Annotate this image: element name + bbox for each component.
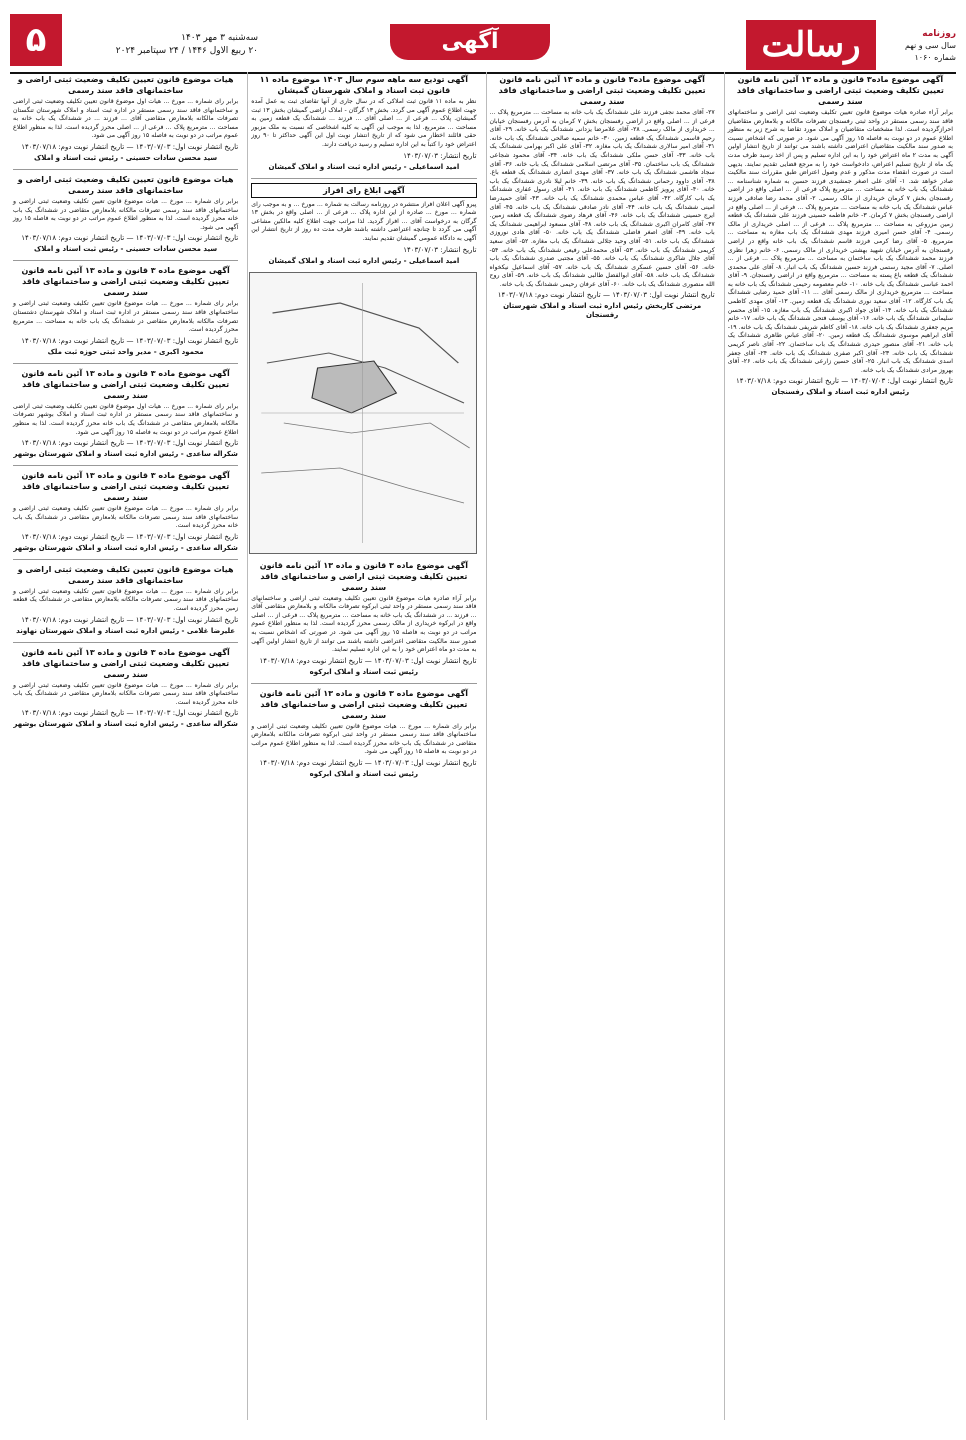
notice-body: برابر رای شماره ... مورخ ... هیات موضوع قانون تعیین تکلیف وضعیت ثبتی اراضی و ساختمانهای فاقد سند رسمی تصرفات مالکانه بلامعارض متقاضی در ششدانگ یک باب خانه محرز گردیده است. لذا به منظور اطلاع عموم مراتب در دو نوبت به فاصله ۱۵ روز آگهی می شود. — [13, 197, 239, 231]
notice-title: هیات موضوع قانون تعیین تکلیف وضعیت ثبتی اراضی و ساختمانهای فاقد سند رسمی — [17, 564, 234, 585]
columns — [10, 72, 956, 1420]
divider — [13, 559, 238, 560]
notice-title: آگهی موضوع ماده ۳ قانون و ماده ۱۳ آئین نامه قانون تعیین تکلیف وضعیت ثبتی اراضی و ساختمانهای فاقد سند رسمی — [259, 688, 468, 720]
notice-signature: رئیس ثبت اسناد و املاک ابرکوه — [309, 667, 419, 676]
notice-dates: تاریخ انتشار: ۱۴۰۳/۰۷/۰۳ — [403, 151, 477, 160]
notice-dates: تاریخ انتشار نوبت اول: ۱۴۰۳/۰۷/۰۳ — تاریخ انتشار نوبت دوم: ۱۴۰۳/۰۷/۱۸ — [497, 291, 715, 300]
issue-info — [886, 28, 956, 64]
divider — [251, 178, 476, 179]
notice-body: نظر به ماده ۱۱ قانون ثبت املاکی که در سال جاری از آنها تقاضای ثبت به عمل آمده جهت اطلاع عموم آگهی می گردد. بخش ۱۳ گرگان - املاک اراضی گمیشان بخش ۱۳ ثبت گمیشان. پلاک ... فرعی از ... اصلی آقای ... فرزند ... ششدانگ یک قطعه زمین به مساحت ... مترمربع. لذا به موجب این آگهی به کلیه اشخاصی که نسبت به ملک مزبور حقی قائلند اخطار می شود که از تاریخ انتشار نوبت اول این آگهی حداکثر تا ۹۰ روز اعتراض خود را کتباً به این اداره تسلیم و رسید دریافت دارند. — [251, 98, 477, 148]
notice-body: برابر رای شماره ... مورخ ... هیات موضوع قانون تعیین تکلیف وضعیت ثبتی اراضی و ساختمانهای فاقد سند رسمی تصرفات مالکانه بلامعارض متقاضی در ششدانگ یک قطعه زمین محرز گردیده است. — [13, 587, 239, 613]
divider — [13, 465, 238, 466]
section-title: آگهی — [390, 24, 550, 60]
date-box — [68, 32, 258, 58]
notice-dates: تاریخ انتشار نوبت اول: ۱۴۰۳/۰۷/۰۳ — تاریخ انتشار نوبت دوم: ۱۴۰۳/۰۷/۱۸ — [21, 142, 239, 151]
notice-dates: تاریخ انتشار نوبت اول: ۱۴۰۳/۰۷/۰۳ — تاریخ انتشار نوبت دوم: ۱۴۰۳/۰۷/۱۸ — [21, 439, 239, 448]
notice-title: آگهی موضوع ماده ۳ قانون و ماده ۱۳ آئین نامه قانون تعیین تکلیف وضعیت ثبتی اراضی و ساختمانهای فاقد سند رسمی — [21, 471, 230, 503]
notice-signature: شکراله ساعدی - رئیس اداره ثبت اسناد و املاک شهرستان بوشهر — [13, 720, 238, 729]
notice — [728, 74, 953, 397]
notice — [13, 564, 238, 636]
notice-title: آگهی موضوع ماده ۳ قانون و ماده ۱۳ آئین نامه قانون تعیین تکلیف وضعیت ثبتی اراضی و ساختمانهای فاقد سند رسمی — [259, 560, 468, 592]
notice-title: آگهی موضوع ماده ۳ قانون و ماده ۱۳ آئین نامه قانون تعیین تکلیف وضعیت ثبتی اراضی و ساختمانهای فاقد سند رسمی — [21, 647, 230, 679]
notice-body: برابر رای شماره ... مورخ ... هیات اول موضوع قانون تعیین تکلیف وضعیت ثبتی اراضی و ساختمانهای فاقد سند رسمی مستقر در اداره ثبت اسناد و املاک بوشهر تصرفات مالکانه بلامعارض متقاضی در ششدانگ یک باب خانه محرز گردیده است. لذا به منظور اطلاع عموم مراتب در دو نوبت به فاصله ۱۵ روز آگهی می شود. — [13, 402, 239, 436]
notice — [13, 368, 238, 459]
date-line-1: سه‌شنبه ۳ مهر ۱۴۰۳ — [181, 33, 258, 43]
notice — [251, 74, 476, 172]
divider — [13, 260, 238, 261]
divider — [13, 642, 238, 643]
notice-dates: تاریخ انتشار نوبت اول: ۱۴۰۳/۰۷/۰۳ — تاریخ انتشار نوبت دوم: ۱۴۰۳/۰۷/۱۸ — [21, 532, 239, 541]
notice-title: آگهی موضوع ماده ۳ قانون و ماده ۱۳ آئین نامه قانون تعیین تکلیف وضعیت ثبتی اراضی و ساختمانهای فاقد سند رسمی — [21, 368, 230, 400]
notice-dates: تاریخ انتشار نوبت اول: ۱۴۰۳/۰۷/۰۳ — تاریخ انتشار نوبت دوم: ۱۴۰۳/۰۷/۱۸ — [736, 377, 953, 386]
notice-dates: تاریخ انتشار نوبت اول: ۱۴۰۳/۰۷/۰۳ — تاریخ انتشار نوبت دوم: ۱۴۰۳/۰۷/۱۸ — [21, 234, 239, 243]
notice — [13, 265, 238, 356]
column-4 — [10, 72, 241, 1420]
notice-title: آگهی موضوع ماده۳ قانون و ماده ۱۳ آئین نامه قانون تعیین تکلیف وضعیت ثبتی اراضی و ساختمانهای فاقد سند رسمی — [736, 75, 944, 106]
notice-signature: امید اسماعیلی - رئیس اداره ثبت اسناد و املاک گمیشان — [268, 162, 460, 171]
cadastral-map-image — [249, 272, 476, 554]
divider — [13, 363, 238, 364]
notice-title: آگهی تودیع سه ماهه سوم سال ۱۴۰۳ موضوع ماده ۱۱ قانون ثبت اسناد و املاک شهرستان گمیشان — [259, 75, 469, 95]
notice-body: برابر رای شماره ... مورخ ... هیات موضوع قانون تعیین تکلیف وضعیت ثبتی اراضی و ساختمانهای فاقد سند رسمی تصرفات مالکانه بلامعارض متقاضی در ششدانگ یک باب خانه محرز گردیده است. — [13, 681, 239, 706]
divider — [13, 169, 238, 170]
date-line-2: ۲۰ ربیع الاول ۱۴۴۶ / ۲۴ سپتامبر ۲۰۲۴ — [115, 46, 258, 56]
notice — [490, 74, 715, 320]
notice-dates: تاریخ انتشار نوبت اول: ۱۴۰۳/۰۷/۰۳ — تاریخ انتشار نوبت دوم: ۱۴۰۳/۰۷/۱۸ — [21, 709, 239, 718]
logo: رسالت — [746, 20, 876, 70]
info-label: روزنامه — [922, 29, 956, 39]
notice-dates: تاریخ انتشار نوبت اول: ۱۴۰۳/۰۷/۰۳ — تاریخ انتشار نوبت دوم: ۱۴۰۳/۰۷/۱۸ — [259, 759, 477, 768]
notice-signature: رئیس اداره ثبت اسناد و املاک رفسنجان — [771, 388, 910, 397]
notice-dates: تاریخ انتشار نوبت اول: ۱۴۰۳/۰۷/۰۳ — تاریخ انتشار نوبت دوم: ۱۴۰۳/۰۷/۱۸ — [259, 656, 477, 665]
notice-signature: سید محسن سادات حسینی - رئیس ثبت اسناد و املاک — [34, 245, 218, 254]
notice-signature: سید محسن سادات حسینی - رئیس ثبت اسناد و املاک — [34, 153, 218, 162]
notice — [13, 174, 238, 254]
info-line-2: شماره ۱۰۶۰ — [914, 53, 956, 62]
notice-dates: تاریخ انتشار: ۱۴۰۳/۰۷/۰۳ — [403, 245, 477, 254]
notice — [13, 470, 238, 553]
notice-body: ۲۷- آقای محمد نجفی فرزند علی ششدانگ یک باب خانه به مساحت ... مترمربع پلاک ... فرعی از ... اصلی واقع در اراضی رفسنجان بخش ۷ کرمان به آدرس رفسنجان خیابان ... خریداری از مالک رسمی. ۲۸- آقای غلامرضا یزدانی ششدانگ یک باب خانه. ۲۹- آقای رحیم قاسمی ششدانگ یک قطعه زمین. ۳۰- خانم سمیه صالحی ششدانگ یک باب خانه. ۳۱- آقای امیر سالاری ششدانگ یک باب مغازه. ۳۲- آقای علی اکبر بهرامی ششدانگ یک باب خانه. ۳۳- آقای حسن ملکی ششدانگ یک باب خانه. ۳۴- آقای محمود شجاعی ششدانگ یک باب ساختمان. ۳۵- آقای مرتضی اسلامی ششدانگ یک باب خانه. ۳۶- آقای سجاد هاشمی ششدانگ یک باب خانه. ۳۷- آقای مهدی انصاری ششدانگ یک قطعه باغ. ۳۸- آقای داوود رحمانی ششدانگ یک باب خانه. ۳۹- خانم لیلا نادری ششدانگ یک باب خانه. ۴۰- آقای پرویز کاظمی ششدانگ یک باب خانه. ۴۱- آقای رسول غفاری ششدانگ یک باب کارگاه. ۴۲- آقای عباس محمدی ششدانگ یک باب خانه. ۴۳- آقای حمیدرضا امینی ششدانگ یک باب خانه. ۴۴- آقای نادر صادقی ششدانگ یک باب خانه. ۴۵- آقای ایرج حسینی ششدانگ یک باب خانه. ۴۶- آقای فرهاد رضوی ششدانگ یک قطعه زمین. ۴۷- آقای کامران اکبری ششدانگ یک باب خانه. ۴۸- آقای مسعود ابراهیمی ششدانگ یک باب خانه. ۴۹- آقای اصغر فاضلی ششدانگ یک باب خانه. ۵۰- آقای هادی نوروزی ششدانگ یک باب خانه. ۵۱- آقای وحید جلالی ششدانگ یک باب مغازه. ۵۲- آقای سعید کریمی ششدانگ یک باب خانه. ۵۳- آقای محمدعلی رفیعی ششدانگ یک باب خانه. ۵۴- آقای جلال شاکری ششدانگ یک باب خانه. ۵۵- آقای مجتبی صدری ششدانگ یک باب خانه. ۵۶- آقای حسین عسکری ششدانگ یک باب خانه. ۵۷- آقای اسماعیل نیکخواه ششدانگ یک باب خانه. ۵۸- آقای ابوالفضل طالبی ششدانگ یک باب خانه. ۵۹- آقای روح الله منصوری ششدانگ یک باب خانه. ۶۰- آقای عرفان رحیمی ششدانگ یک باب خانه. — [489, 109, 715, 288]
notice-body: برابر رای شماره ... مورخ ... هیات موضوع قانون تعیین تکلیف وضعیت ثبتی اراضی و ساختمانهای فاقد سند رسمی مستقر در واحد ثبتی ابرکوه تصرفات مالکانه بلامعارض متقاضی در ششدانگ یک باب خانه محرز گردیده است. لذا به منظور اطلاع عموم مراتب در دو نوبت به فاصله ۱۵ روز آگهی می شود. — [251, 722, 477, 756]
divider — [251, 683, 476, 684]
notice-title: آگهی ابلاغ رای افراز — [251, 183, 476, 198]
notice-body: برابر رای شماره ... مورخ ... هیات موضوع قانون تعیین تکلیف وضعیت ثبتی اراضی و ساختمانهای فاقد سند رسمی مستقر در اداره ثبت اسناد و املاک شهرستان دشتستان تصرفات مالکانه بلامعارض متقاضی در ششدانگ یک باب خانه به مساحت ... مترمربع محرز گردیده است. — [13, 300, 239, 334]
column-2 — [486, 72, 718, 1420]
notice-title: آگهی موضوع ماده۳ قانون و ماده ۱۳ آئین نامه قانون تعیین تکلیف وضعیت ثبتی اراضی و ساختمانهای فاقد سند رسمی — [498, 75, 706, 106]
masthead — [10, 14, 956, 70]
notice-signature: رئیس ثبت اسناد و املاک ابرکوه — [309, 770, 419, 779]
info-line-1: سال سی و نهم — [904, 41, 956, 50]
notice-title: هیات موضوع قانون تعیین تکلیف وضعیت ثبتی اراضی و ساختمانهای فاقد سند رسمی — [17, 75, 234, 95]
notice — [13, 74, 238, 163]
notice-signature: علیرضا غلامی - رئیس اداره ثبت اسناد و املاک شهرستان نهاوند — [16, 626, 236, 635]
notice — [13, 647, 238, 730]
notice-signature: محمود اکبری - مدیر واحد ثبتی حوزه ثبت ملک — [47, 347, 204, 356]
page-number: ۵ — [10, 14, 62, 66]
column-1 — [724, 72, 956, 1420]
map-sketch — [250, 273, 475, 553]
notice-body: پیرو آگهی اعلان افراز منتشره در روزنامه رسالت به شماره ... مورخ ... و به موجب رای شماره ... مورخ ... صادره از این اداره پلاک ... فرعی از ... اصلی واقع در بخش ۱۳ گرگان به درخواست آقای ... افراز گردید. لذا مراتب جهت اطلاع کلیه مالکین مشاعی آگهی می گردد تا چنانچه اعتراضی داشته باشند ظرف مدت ده روز از تاریخ انتشار این آگهی به دادگاه عمومی گمیشان تقدیم نمایند. — [251, 200, 477, 242]
notice-dates: تاریخ انتشار نوبت اول: ۱۴۰۳/۰۷/۰۳ — تاریخ انتشار نوبت دوم: ۱۴۰۳/۰۷/۱۸ — [21, 615, 239, 624]
notice — [251, 183, 476, 266]
notice — [251, 688, 476, 779]
notice-signature: شکراله ساعدی - رئیس اداره ثبت اسناد و املاک شهرستان بوشهر — [13, 450, 238, 459]
notice-signature: شکراله ساعدی - رئیس اداره ثبت اسناد و املاک شهرستان بوشهر — [13, 543, 238, 552]
notice-title: آگهی موضوع ماده ۳ قانون و ماده ۱۳ آئین نامه قانون تعیین تکلیف وضعیت ثبتی اراضی و ساختمانهای فاقد سند رسمی — [21, 266, 230, 298]
notice-signature: مرتضی کاربخش رئیس اداره ثبت اسناد و املاک شهرستان رفسنجان — [503, 302, 702, 320]
notice-dates: تاریخ انتشار نوبت اول: ۱۴۰۳/۰۷/۰۳ — تاریخ انتشار نوبت دوم: ۱۴۰۳/۰۷/۱۸ — [21, 336, 239, 345]
notice-body: برابر آراء صادره هیات موضوع قانون تعیین تکلیف وضعیت ثبتی اراضی و ساختمانهای فاقد سند رسمی مستقر در واحد ثبتی رفسنجان تصرفات مالکانه و بلامعارض متقاضیان احرازگردیده است. لذا مشخصات متقاضیان و املاک مورد تقاضا به شرح زیر به منظور اطلاع عموم در دو نوبت به فاصله ۱۵ روز آگهی می شود. در صورتی که اشخاص نسبت به صدور سند مالکیت متقاضیان اعتراضی داشته باشند می توانند از تاریخ انتشار اولین آگهی به مدت ۲ ماه اعتراض خود را به این اداره تسلیم و پس از اخذ رسید ظرف مدت یک ماه از تاریخ تسلیم اعتراض، دادخواست خود را به مرجع قضایی تقدیم نمایند. بدیهی است در صورت انقضاء مدت مذکور و عدم وصول اعتراض طبق مقررات سند مالکیت صادر خواهد شد. ۱- آقای علی اصغر جمشیدی فرزند حسین به شماره شناسنامه ... ششدانگ یک باب خانه به مساحت ... مترمربع پلاک فرعی از ... اصلی واقع در اراضی رفسنجان بخش ۷ کرمان خریداری از مالک رسمی. ۲- آقای محمد رضا صادقی فرزند عباس ششدانگ یک باب خانه به مساحت ... مترمربع پلاک ... فرعی از ... اصلی واقع در اراضی رفسنجان بخش ۷ کرمان. ۳- خانم فاطمه حسینی فرزند علی ششدانگ یک قطعه زمین مزروعی به مساحت ... مترمربع پلاک ... فرعی از ... اصلی خریداری از مالک رسمی. ۴- آقای حسن امیری فرزند مهدی ششدانگ یک باب مغازه به مساحت ... مترمربع. ۵- آقای رضا کرمی فرزند قاسم ششدانگ یک باب خانه واقع در اراضی رفسنجان به آدرس خیابان شهید بهشتی خریداری از مالک رسمی. ۶- خانم زهرا نظری فرزند محمد ششدانگ یک باب ساختمان به مساحت ... مترمربع پلاک ... فرعی از ... اصلی. ۷- آقای مجید رستمی فرزند حسین ششدانگ یک باب انبار. ۸- آقای علی محمدی ششدانگ یک قطعه باغ پسته به مساحت ... مترمربع واقع در اراضی رفسنجان. ۹- آقای احمد عباسی ششدانگ یک باب خانه. ۱۰- خانم معصومه رحیمی ششدانگ یک باب خانه به مساحت ... مترمربع خریداری از مالک رسمی آقای ... ۱۱- آقای حمید رضایی ششدانگ یک باب کارگاه. ۱۲- آقای سعید نوری ششدانگ یک قطعه زمین. ۱۳- آقای مهدی کاظمی ششدانگ یک باب خانه. ۱۴- آقای جواد اکبری ششدانگ یک باب مغازه. ۱۵- آقای محسن سلیمانی ششدانگ یک باب خانه. ۱۶- آقای یوسف فتحی ششدانگ یک باب خانه. ۱۷- خانم مریم جعفری ششدانگ یک باب خانه. ۱۸- آقای کاظم شریفی ششدانگ یک باب خانه. ۱۹- آقای ابراهیم موسوی ششدانگ یک قطعه زمین. ۲۰- آقای عباس طاهری ششدانگ یک باب خانه. ۲۱- آقای منصور حیدری ششدانگ یک باب ساختمان. ۲۲- آقای ناصر کریمی ششدانگ یک باب خانه. ۲۳- آقای اکبر صفری ششدانگ یک باب خانه. ۲۴- آقای جعفر اسدی ششدانگ یک باب انبار. ۲۵- آقای حسین زارعی ششدانگ یک باب خانه. ۲۶- آقای بهروز مرادی ششدانگ یک باب خانه. — [727, 109, 954, 374]
notice-body: برابر رای شماره ... مورخ ... هیات اول موضوع قانون تعیین تکلیف وضعیت ثبتی اراضی و ساختمانهای فاقد سند رسمی مستقر در اداره ثبت اسناد و املاک شهرستان تنگستان تصرفات مالکانه بلامعارض متقاضی آقای ... فرزند ... در ششدانگ یک باب خانه به مساحت ... مترمربع پلاک ... فرعی از ... اصلی محرز گردیده است. لذا به منظور اطلاع عموم مراتب در دو نوبت به فاصله ۱۵ روز آگهی می شود. — [13, 98, 239, 140]
column-3 — [247, 72, 479, 1420]
notice-body: برابر رای شماره ... مورخ ... هیات موضوع قانون تعیین تکلیف وضعیت ثبتی اراضی و ساختمانهای فاقد سند رسمی تصرفات مالکانه بلامعارض متقاضی در ششدانگ یک باب خانه محرز گردیده است. — [13, 505, 239, 530]
notice-signature: امید اسماعیلی - رئیس اداره ثبت اسناد و املاک گمیشان — [268, 256, 460, 265]
notice-title: هیات موضوع قانون تعیین تکلیف وضعیت ثبتی اراضی و ساختمانهای فاقد سند رسمی — [17, 174, 234, 195]
notice — [251, 560, 476, 677]
notice-body: برابر آراء صادره هیات موضوع قانون تعیین تکلیف وضعیت ثبتی اراضی و ساختمانهای فاقد سند رسمی مستقر در واحد ثبتی ابرکوه تصرفات مالکانه و بلامعارض متقاضی آقای ... فرزند ... در ششدانگ یک باب خانه به مساحت ... مترمربع پلاک ... فرعی از ... اصلی واقع در ابرکوه خریداری از مالک رسمی محرز گردیده است. لذا به منظور اطلاع عموم مراتب در دو نوبت به فاصله ۱۵ روز آگهی می شود. در صورتی که اشخاص نسبت به صدور سند مالکیت متقاضی اعتراضی داشته باشند می توانند از تاریخ انتشار اولین آگهی به مدت دو ماه اعتراض خود را به این اداره تسلیم نمایند. — [251, 594, 477, 654]
